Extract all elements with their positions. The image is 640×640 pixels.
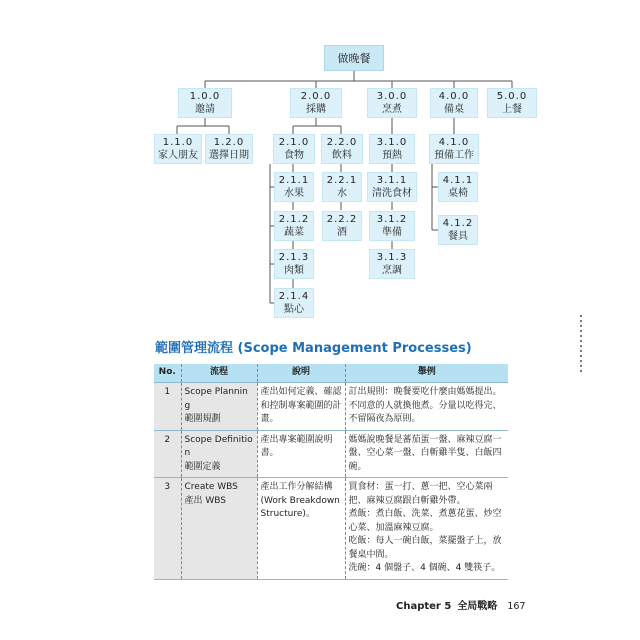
description-cell: 產出如何定義、確認和控制專案範圍的計畫。: [257, 383, 345, 431]
table-row: [154, 383, 508, 431]
process-cell: [181, 478, 257, 580]
wbs-node-label: 上餐: [502, 104, 522, 115]
wbs-node-code: 4.1.1: [442, 175, 474, 186]
wbs-node-code: 2.2.2: [326, 214, 358, 225]
wbs-node-2-1-0: [273, 134, 315, 164]
wbs-node-code: 4.1.2: [442, 218, 474, 229]
wbs-node-4-0-0: [430, 88, 478, 118]
wbs-node-code: 3.0.0: [376, 91, 408, 102]
wbs-node-4-1-1: [438, 172, 478, 202]
wbs-node-label: 肉類: [284, 265, 304, 276]
wbs-node-3-1-0: [369, 134, 415, 164]
wbs-node-4-1-0: [429, 134, 479, 164]
row-number: 1: [154, 383, 181, 431]
column-header-no: No.: [154, 364, 181, 383]
wbs-node-label: 飲料: [332, 150, 352, 161]
wbs-node-code: 5.0.0: [496, 91, 528, 102]
process-name-en: Scope Definition: [184, 434, 253, 458]
wbs-node-code: 3.1.2: [376, 214, 408, 225]
description-cell: 產出專案範圍說明書。: [257, 430, 345, 478]
wbs-node-3-0-0: [367, 88, 417, 118]
wbs-node-4-1-2: [438, 215, 478, 245]
table-row: [154, 430, 508, 478]
footer-chapter: Chapter 5: [396, 601, 452, 612]
example-cell: 訂出規則：晚餐要吃什麼由媽媽提出。不同意的人就換他煮。分量以吃得完、不留隔夜為原則。: [345, 383, 508, 431]
page-footer: [396, 597, 525, 612]
row-number: 2: [154, 430, 181, 478]
column-header-process: 流程: [181, 364, 257, 383]
wbs-node-code: 4.1.0: [438, 137, 470, 148]
wbs-node-2-1-2: [274, 211, 314, 241]
wbs-node-label: 水: [337, 188, 347, 199]
process-name-zh: 產出 WBS: [184, 495, 226, 506]
wbs-node-5-0-0: [487, 88, 537, 118]
wbs-node-label: 家人朋友: [158, 150, 198, 161]
wbs-node-label: 採購: [306, 104, 326, 115]
wbs-node-code: 2.1.4: [278, 291, 310, 302]
wbs-node-3-1-2: [369, 211, 415, 241]
page-number: 167: [507, 601, 526, 612]
binding-dots: [580, 312, 583, 372]
table-row: [154, 478, 508, 580]
wbs-node-label: 酒: [337, 227, 347, 238]
process-cell: [181, 430, 257, 478]
wbs-node-code: 2.1.3: [278, 252, 310, 263]
wbs-node-label: 餐具: [448, 231, 468, 242]
wbs-node-label: 蔬菜: [284, 227, 304, 238]
wbs-node-label: 選擇日期: [209, 150, 249, 161]
wbs-node-1-2-0: [205, 134, 253, 164]
wbs-node-code: 4.0.0: [438, 91, 470, 102]
wbs-node-label: 備桌: [444, 104, 464, 115]
description-cell: 產出工作分解結構(Work Breakdown Structure)。: [257, 478, 345, 580]
wbs-node-2-1-3: [274, 249, 314, 279]
wbs-node-code: 2.2.1: [326, 175, 358, 186]
wbs-node-label: 桌椅: [448, 188, 468, 199]
wbs-node-code: 1.1.0: [162, 137, 194, 148]
wbs-node-code: 3.1.3: [376, 252, 408, 263]
process-name-en: Create WBS: [184, 482, 238, 492]
wbs-node-label: 水果: [284, 188, 304, 199]
example-cell: 媽媽說晚餐是蕃茄蛋一盤、麻辣豆腐一盤、空心菜一盤、白斬雞半隻、白飯四碗。: [345, 430, 508, 478]
wbs-node-2-1-1: [274, 172, 314, 202]
wbs-node-code: 3.1.0: [376, 137, 408, 148]
process-name-zh: 範圍規劃: [184, 414, 221, 424]
wbs-root-label: 做晚餐: [337, 51, 371, 65]
wbs-node-3-1-3: [369, 249, 415, 279]
scope-process-table: [154, 364, 508, 580]
wbs-node-3-1-1: [367, 172, 417, 202]
footer-chapter-title: 全局戰略: [457, 601, 498, 612]
wbs-node-label: 烹調: [382, 265, 402, 276]
process-name-en: Scope Planning: [184, 387, 248, 411]
wbs-node-label: 清洗食材: [372, 188, 412, 199]
example-cell: 買食材：蛋一打、蔥一把、空心菜兩把、麻辣豆腐跟白斬雞外帶。 煮飯：煮白飯、洗菜、煮蔥花蛋、炒空心菜、加溫麻辣豆腐。 吃飯：每人一碗白飯，菜擺盤子上，放餐桌中間。 洗碗：4 個盤子、4 個碗、4 雙筷子。: [345, 478, 508, 580]
wbs-node-code: 2.1.0: [278, 137, 310, 148]
wbs-node-code: 2.1.2: [278, 214, 310, 225]
section-title: 範圍管理流程 (Scope Management Processes): [155, 341, 472, 356]
wbs-node-code: 2.2.0: [326, 137, 358, 148]
wbs-node-code: 3.1.1: [376, 175, 408, 186]
wbs-node-label: 預備工作: [434, 150, 474, 161]
wbs-node-1-0-0: [178, 88, 232, 118]
wbs-node-2-2-2: [322, 211, 362, 241]
wbs-node-2-0-0: [290, 88, 342, 118]
wbs-node-2-2-0: [321, 134, 363, 164]
column-header-description: 說明: [257, 364, 345, 383]
wbs-node-code: 2.1.1: [278, 175, 310, 186]
table-header-row: [154, 364, 508, 383]
wbs-node-2-2-1: [322, 172, 362, 202]
wbs-node-label: 準備: [382, 227, 402, 238]
wbs-node-label: 預熱: [382, 150, 402, 161]
wbs-node-label: 烹煮: [382, 104, 402, 115]
wbs-node-2-1-4: [274, 288, 314, 318]
process-name-zh: 範圍定義: [184, 461, 221, 472]
wbs-node-code: 1.0.0: [189, 91, 221, 102]
wbs-node-label: 點心: [284, 304, 304, 315]
wbs-node-1-1-0: [154, 134, 202, 164]
wbs-node-code: 1.2.0: [213, 137, 245, 148]
column-header-example: 舉例: [345, 364, 508, 383]
wbs-node-code: 2.0.0: [300, 91, 332, 102]
row-number: 3: [154, 478, 181, 580]
wbs-node-label: 食物: [284, 150, 304, 161]
process-cell: [181, 383, 257, 431]
wbs-node-label: 邀請: [195, 104, 215, 115]
wbs-root-node: [324, 45, 384, 71]
